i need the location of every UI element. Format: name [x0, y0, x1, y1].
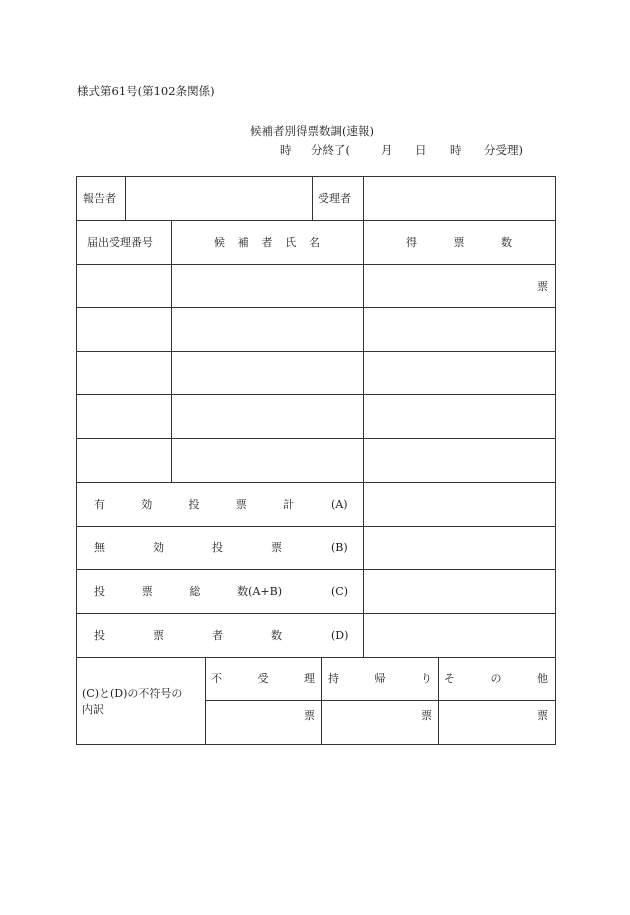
time-received: 分受理)	[484, 143, 523, 157]
vote-unit: 票	[537, 280, 548, 293]
candidate-row[interactable]	[77, 395, 555, 437]
table-line	[76, 657, 556, 658]
time-month: 月	[381, 143, 393, 157]
time-hour: 時	[280, 143, 292, 157]
table-line	[76, 569, 556, 570]
code-d: (D)	[331, 629, 349, 642]
column-number-header: 届出受理番号	[87, 236, 153, 249]
category-taken-home: 持 帰 り	[328, 672, 432, 685]
table-line	[76, 613, 556, 614]
candidate-row[interactable]	[77, 265, 555, 307]
table-line	[312, 176, 313, 220]
candidate-row[interactable]	[77, 352, 555, 394]
category-not-received: 不 受 理	[211, 672, 315, 685]
table-line	[76, 482, 556, 483]
reporter-field[interactable]	[126, 177, 312, 220]
voters-count-label: 投 票 者 数	[94, 629, 282, 642]
vote-unit: 票	[537, 709, 548, 722]
time-day: 日	[415, 143, 427, 157]
vote-unit: 票	[304, 709, 315, 722]
table-line	[205, 657, 206, 744]
vote-unit: 票	[421, 709, 432, 722]
candidate-row[interactable]	[77, 308, 555, 350]
receiver-field[interactable]	[364, 177, 555, 220]
table-line	[205, 700, 556, 701]
category-other: そ の 他	[444, 672, 548, 685]
time-minute-end: 分終了(	[311, 143, 350, 157]
table-line	[438, 657, 439, 744]
time-hour2: 時	[450, 143, 462, 157]
column-votes-header: 得 票 数	[406, 236, 512, 249]
form-title: 候補者別得票数調(速報)	[250, 124, 374, 138]
table-line	[76, 526, 556, 527]
receiver-label: 受理者	[318, 192, 351, 205]
candidate-row[interactable]	[77, 439, 555, 481]
reporter-label: 報告者	[83, 192, 116, 205]
table-line	[76, 744, 556, 745]
discrepancy-label-line1: (C)と(D)の不符号の	[82, 687, 183, 700]
discrepancy-label-line2: 内訳	[82, 703, 104, 716]
form-number: 様式第61号(第102条関係)	[77, 84, 215, 98]
column-candidate-header: 候 補 者 氏 名	[214, 236, 320, 249]
total-votes-label: 投 票 総 数(A+B)	[94, 585, 282, 598]
valid-votes-total-label: 有 効 投 票 計	[94, 498, 294, 511]
invalid-votes-label: 無 効 投 票	[94, 541, 282, 554]
code-a: (A)	[331, 498, 348, 511]
table-line	[555, 176, 556, 744]
table-line	[76, 220, 556, 221]
code-b: (B)	[331, 541, 348, 554]
code-c: (C)	[331, 585, 348, 598]
table-line	[321, 657, 322, 744]
